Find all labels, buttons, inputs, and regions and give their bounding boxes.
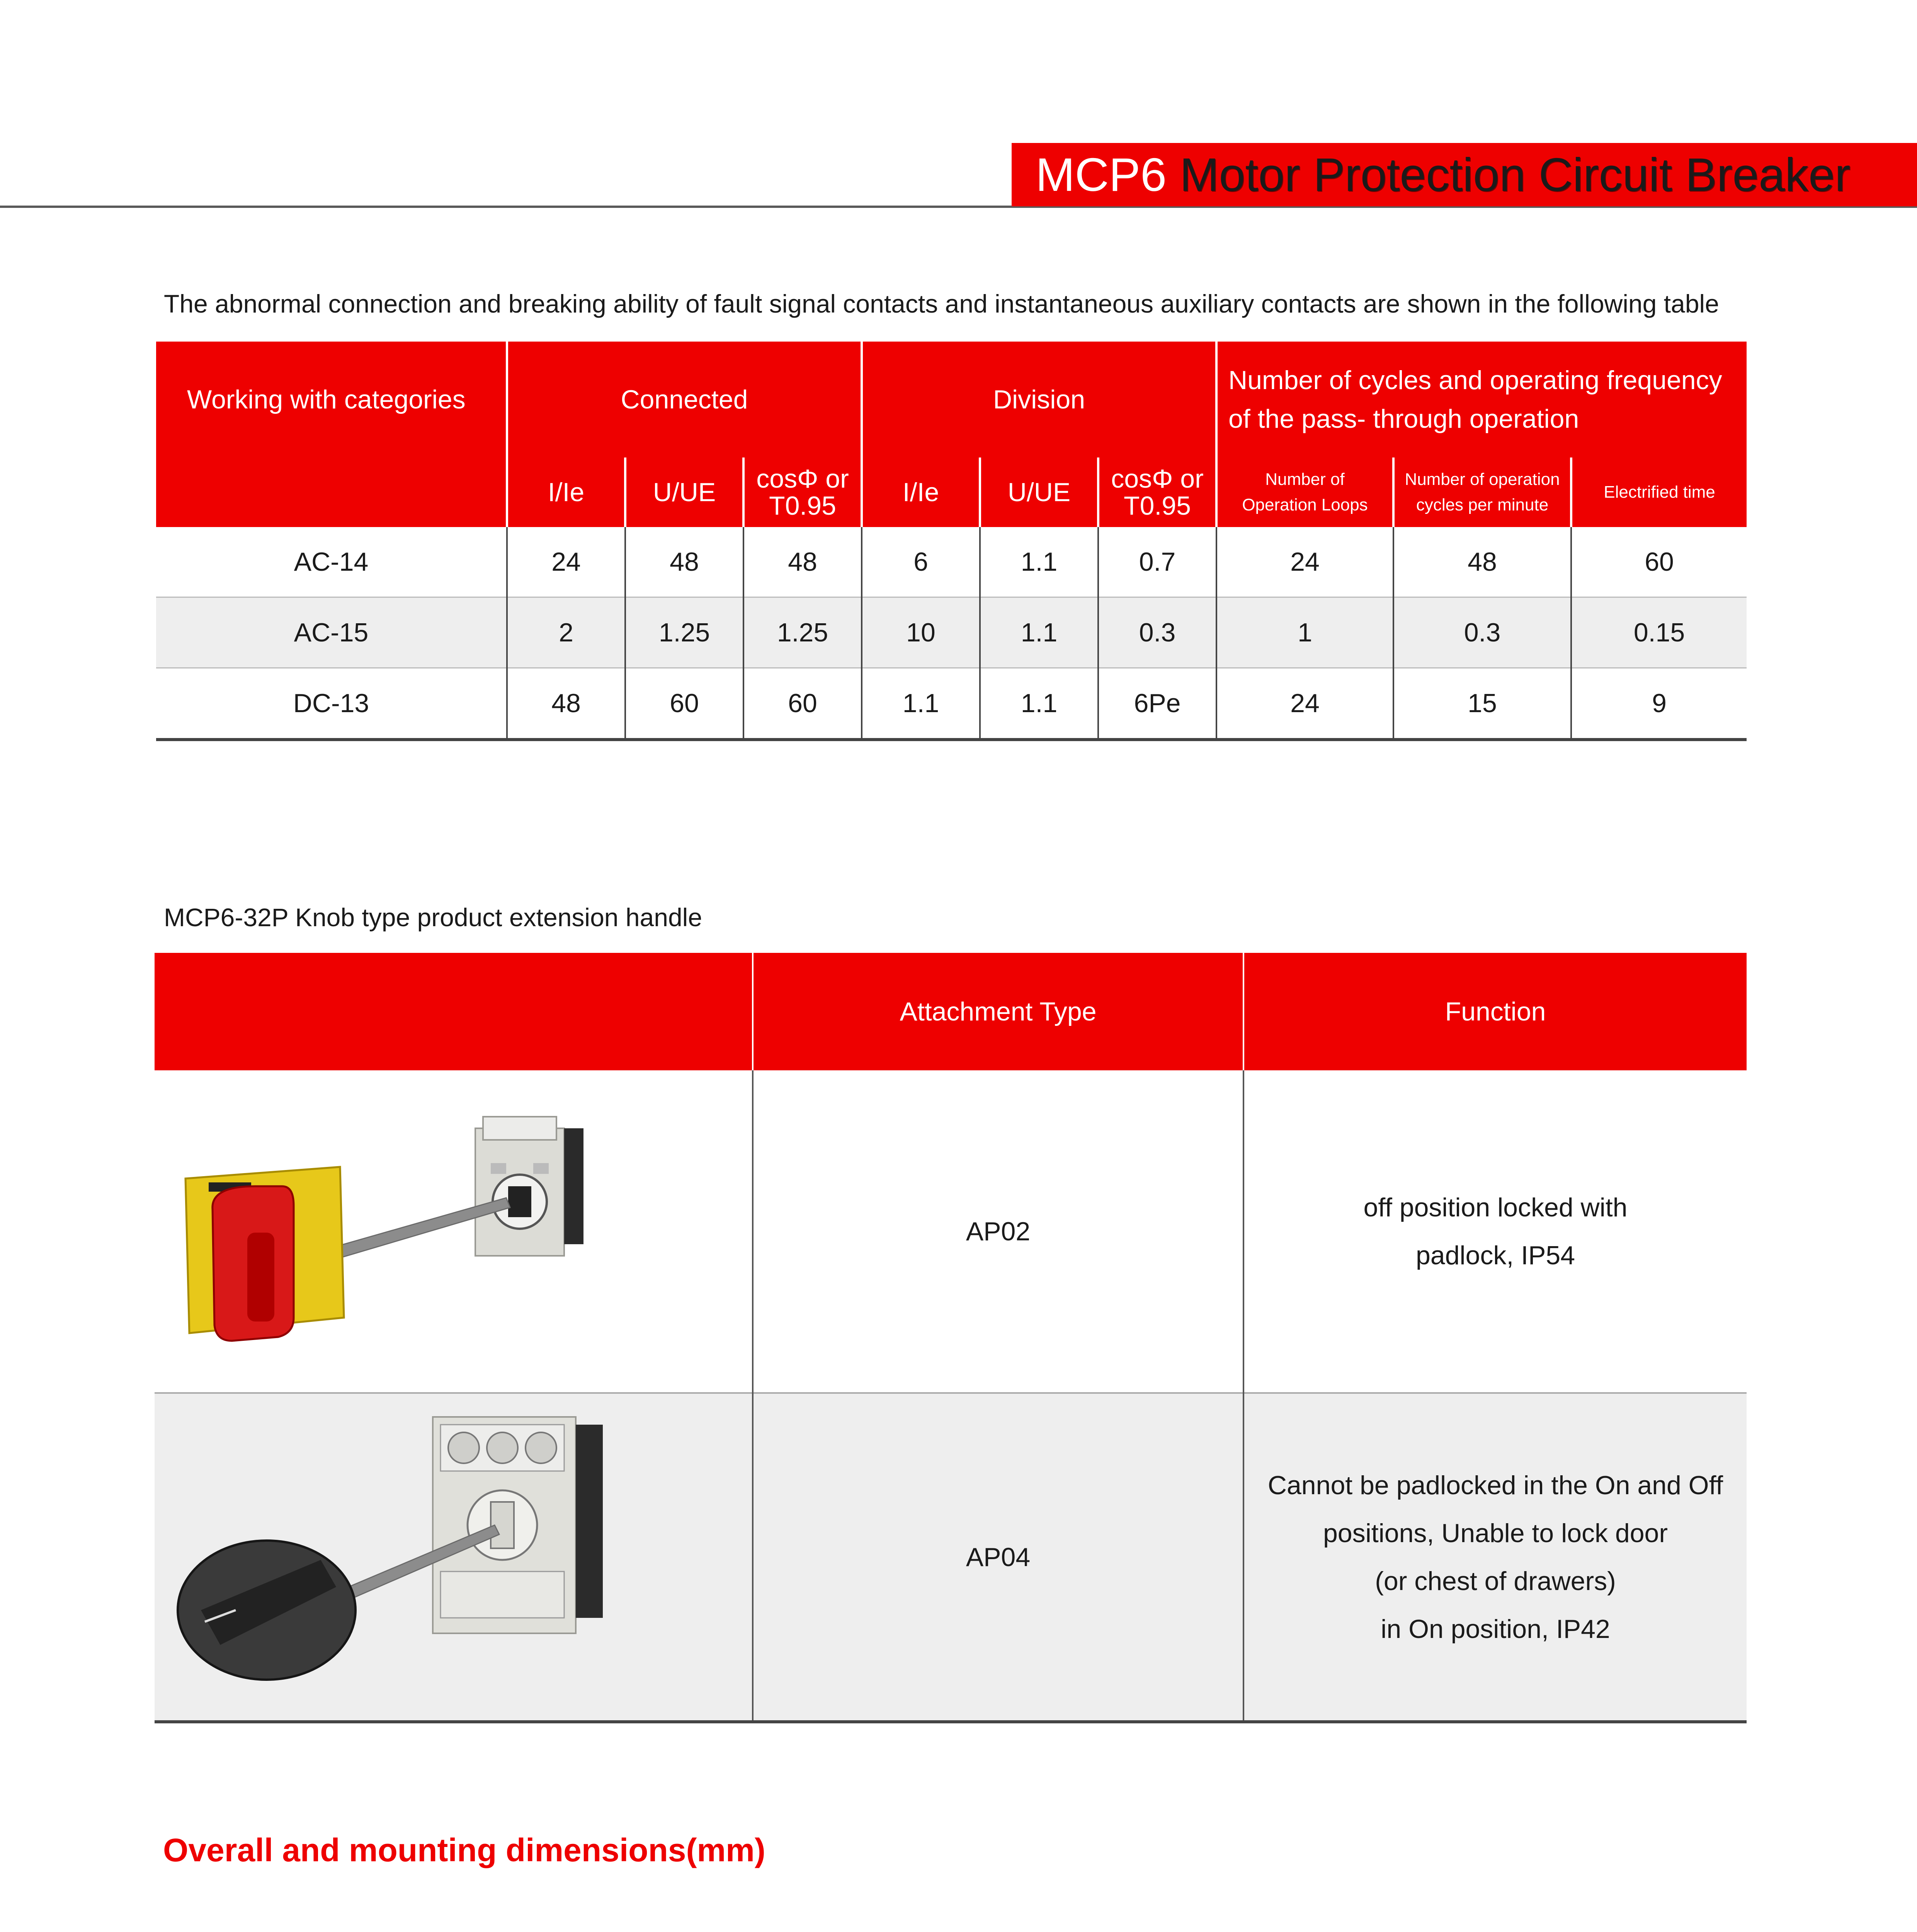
cell-time: 60 [1571, 527, 1747, 597]
cell-c-cos: 1.25 [743, 597, 862, 668]
cell-c-ue: 48 [625, 527, 743, 597]
cpm-line2: cycles per minute [1416, 495, 1549, 514]
handle-table [155, 953, 1747, 1723]
subhead-div-ue: U/UE [980, 457, 1098, 527]
ap04-image-cell [155, 1393, 753, 1722]
cell-cpm: 15 [1393, 668, 1571, 740]
handle-header-blank [155, 953, 753, 1070]
contacts-caption: The abnormal connection and breaking ability of fault signal contacts and instantaneous auxiliary contacts are shown in the following table [164, 289, 1719, 318]
cell-d-ue: 1.1 [980, 527, 1098, 597]
subhead-conn-ue: U/UE [625, 457, 743, 527]
cell-category: AC-15 [156, 597, 507, 668]
cell-loops: 24 [1216, 668, 1393, 740]
cell-d-ie: 10 [862, 597, 980, 668]
cell-d-cos: 6Pe [1098, 668, 1216, 740]
header-title: Motor Protection Circuit Breaker [1179, 148, 1851, 201]
function-line: (or chest of drawers) [1375, 1566, 1616, 1596]
cell-cpm: 48 [1393, 527, 1571, 597]
col-working-categories: Working with categories [156, 342, 507, 457]
ap02-function [1243, 1070, 1747, 1393]
cos-line1: cosΦ or [1111, 464, 1204, 493]
cos-line2: T0.95 [1124, 491, 1191, 520]
col-cycles-line1: Number of cycles and operating frequency [1228, 366, 1722, 395]
subhead-cpm [1393, 457, 1571, 527]
cell-d-ue: 1.1 [980, 668, 1098, 740]
ap02-image-cell [155, 1070, 753, 1393]
cell-time: 9 [1571, 668, 1747, 740]
table-row [156, 527, 1747, 597]
cell-c-cos: 60 [743, 668, 862, 740]
col-connected: Connected [507, 342, 862, 457]
contacts-table [156, 342, 1747, 741]
subhead-loops [1216, 457, 1393, 527]
ap02-type: AP02 [753, 1070, 1243, 1393]
ap04-type: AP04 [753, 1393, 1243, 1722]
col-attachment-type: Attachment Type [753, 953, 1243, 1070]
cell-c-ie: 24 [507, 527, 625, 597]
cell-category: AC-14 [156, 527, 507, 597]
subhead-blank [156, 457, 507, 527]
cell-d-ie: 6 [862, 527, 980, 597]
cell-c-ie: 2 [507, 597, 625, 668]
col-division: Division [862, 342, 1216, 457]
function-line: Cannot be padlocked in the On and Off [1267, 1470, 1723, 1500]
cell-c-cos: 48 [743, 527, 862, 597]
table-row [156, 597, 1747, 668]
cell-c-ue: 60 [625, 668, 743, 740]
ap02-handle-photo [155, 1070, 753, 1377]
function-line: in On position, IP42 [1381, 1614, 1610, 1644]
cell-time: 0.15 [1571, 597, 1747, 668]
cell-loops: 24 [1216, 527, 1393, 597]
ap04-function [1243, 1393, 1747, 1722]
function-line: padlock, IP54 [1415, 1240, 1575, 1270]
cell-d-ie: 1.1 [862, 668, 980, 740]
table-row [155, 1393, 1747, 1722]
col-function: Function [1243, 953, 1747, 1070]
table-row [155, 1070, 1747, 1393]
cos-line2: T0.95 [769, 491, 836, 520]
header-model: MCP6 [1036, 148, 1167, 201]
cpm-line1: Number of operation [1405, 470, 1560, 489]
subhead-div-cos [1098, 457, 1216, 527]
cell-d-cos: 0.7 [1098, 527, 1216, 597]
col-cycles-line2: of the pass- through operation [1228, 404, 1579, 434]
subhead-div-ie: I/Ie [862, 457, 980, 527]
cell-cpm: 0.3 [1393, 597, 1571, 668]
ap04-handle-photo [155, 1394, 753, 1705]
cell-loops: 1 [1216, 597, 1393, 668]
cell-d-ue: 1.1 [980, 597, 1098, 668]
cell-c-ue: 1.25 [625, 597, 743, 668]
cos-line1: cosΦ or [756, 464, 849, 493]
cell-d-cos: 0.3 [1098, 597, 1216, 668]
cell-c-ie: 48 [507, 668, 625, 740]
header-banner [1012, 143, 1917, 206]
cell-category: DC-13 [156, 668, 507, 740]
subhead-conn-ie: I/Ie [507, 457, 625, 527]
col-cycles [1216, 342, 1747, 457]
handle-caption: MCP6-32P Knob type product extension handle [164, 903, 703, 932]
subhead-conn-cos [743, 457, 862, 527]
loops-line2: Operation Loops [1242, 495, 1368, 514]
function-line: off position locked with [1363, 1192, 1628, 1222]
subhead-electrified: Electrified time [1571, 457, 1747, 527]
dimensions-title: Overall and mounting dimensions(mm) [163, 1832, 765, 1868]
table-row [156, 668, 1747, 740]
loops-line1: Number of [1265, 470, 1345, 489]
function-line: positions, Unable to lock door [1323, 1518, 1668, 1548]
